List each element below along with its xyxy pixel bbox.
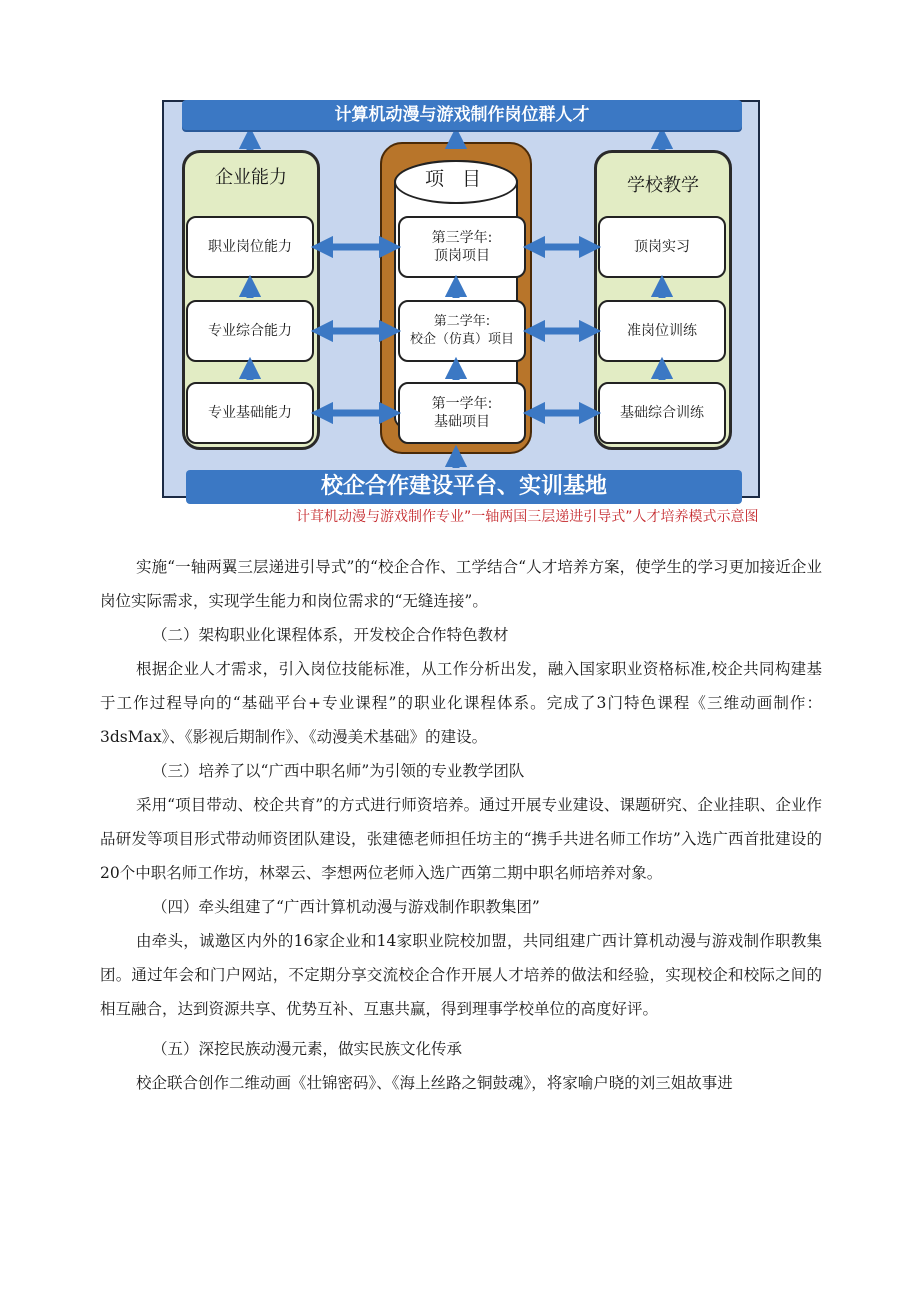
node-basic-integrated-training: 基础综合训练	[598, 382, 726, 444]
node-second-year-project	[398, 300, 526, 362]
node-quasi-position-training: 准岗位训练	[598, 300, 726, 362]
heading-section-5: （五）深挖民族动漫元素，做实民族文化传承	[152, 1040, 463, 1058]
paragraph-intro: 实施“一轴两翼三层递进引导式”的“校企合作、工学结合“人才培养方案，使学生的学习更加接近企业岗位实际需求，实现学生能力和岗位需求的“无缝连接”。	[100, 558, 822, 610]
figure-caption: 计茸机动漫与游戏制作专业”一轴两国三层递进引导式”人才培养模式示意图	[296, 509, 759, 525]
school-teaching-title: 学校教学	[627, 175, 699, 196]
node-career-position-ability: 职业岗位能力	[186, 216, 314, 278]
paragraph-section-5: 校企联合创作二维动画《壮锦密码》、《海上丝路之铜鼓魂》，将家喻户晓的刘三姐故事进	[136, 1074, 733, 1092]
heading-section-4: （四）牵头组建了“广西计算机动漫与游戏制作职教集团”	[152, 898, 540, 916]
body-text	[100, 550, 822, 1100]
enterprise-ability-title: 企业能力	[215, 167, 287, 188]
node-internship: 顶岗实习	[598, 216, 726, 278]
paragraph-section-4: 由牵头，诚邀区内外的16家企业和14家职业院校加盟，共同组建广西计算机动漫与游戏制作职教集团。通过年会和门户网站，不定期分享交流校企合作开展人才培养的做法和经验，实现校企和校际之间的相互融合，达到资源共享、优势互补、互惠共赢，得到理事学校单位的高度好评。	[100, 932, 822, 1018]
project-title: 项 目	[424, 168, 488, 190]
second-year-label: 第二学年:	[433, 314, 491, 329]
third-year-label: 第三学年:	[431, 230, 493, 246]
heading-section-3: （三）培养了以“广西中职名师”为引领的专业教学团队	[152, 762, 525, 780]
talent-model-diagram	[162, 100, 760, 498]
bottom-banner: 校企合作建设平台、实训基地	[186, 470, 742, 504]
third-year-project: 顶岗项目	[434, 248, 490, 264]
node-professional-basic-ability: 专业基础能力	[186, 382, 314, 444]
first-year-label: 第一学年:	[431, 396, 493, 412]
top-banner: 计算机动漫与游戏制作岗位群人才	[182, 100, 742, 130]
heading-section-2: （二）架构职业化课程体系，开发校企合作特色教材	[152, 626, 509, 644]
paragraph-section-3: 采用“项目带动、校企共育”的方式进行师资培养。通过开展专业建设、课题研究、企业挂职、企业作品研发等项目形式带动师资团队建设，张建德老师担任坊主的“携手共进名师工作坊”入选广西首批建设的20个中职名师工作坊，林翠云、李想两位老师入选广西第二期中职名师培养对象。	[100, 796, 822, 882]
first-year-project: 基础项目	[434, 414, 490, 430]
node-first-year-project	[398, 382, 526, 444]
paragraph-section-2: 根据企业人才需求，引入岗位技能标准，从工作分析出发，融入国家职业资格标准,校企共同构建基于工作过程导向的“基础平台+专业课程”的职业化课程体系。完成了3门特色课程《三维动画制作：3dsMax》、《影视后期制作》、《动漫美术基础》的建设。	[100, 660, 822, 746]
node-third-year-project	[398, 216, 526, 278]
second-year-project: 校企（仿真）项目	[409, 332, 514, 347]
node-professional-integrated-ability: 专业综合能力	[186, 300, 314, 362]
